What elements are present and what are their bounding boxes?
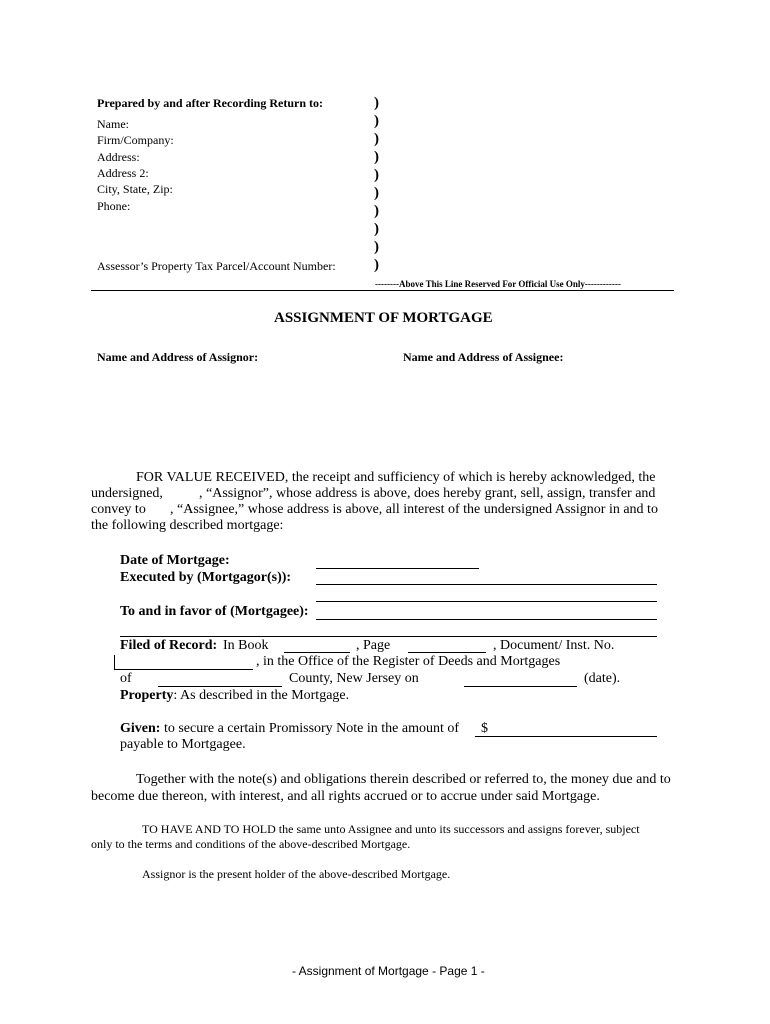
paren-6: ) <box>374 185 379 201</box>
executed-by-field[interactable] <box>316 584 657 585</box>
city-state-zip-field-label: City, State, Zip: <box>97 182 173 196</box>
para1-line2-end: , “Assignor”, whose address is above, does hereby grant, sell, assign, transfer and <box>199 486 656 501</box>
of-text: of <box>120 671 132 686</box>
property-value: : As described in the Mortgage. <box>173 688 350 703</box>
assessor-parcel-label: Assessor’s Property Tax Parcel/Account Number: <box>97 259 336 273</box>
para1-line1: FOR VALUE RECEIVED, the receipt and sufficiency of which is hereby acknowledged, the <box>136 470 656 485</box>
together-line2: become due thereon, with interest, and all rights accrued or to accrue under said Mortgage. <box>91 789 600 804</box>
para1-line3-end: , “Assignee,” whose address is above, all interest of the undersigned Assignor in and to <box>170 502 658 517</box>
county-field[interactable] <box>158 686 282 687</box>
paren-4: ) <box>374 149 379 165</box>
page-text: , Page <box>356 638 391 653</box>
paren-8: ) <box>374 221 379 237</box>
register-office-text: , in the Office of the Register of Deeds and Mortgages <box>256 654 561 669</box>
para1-line4: the following described mortgage: <box>91 518 284 533</box>
book-number-field[interactable] <box>284 652 350 653</box>
address-field-label: Address: <box>97 150 140 164</box>
phone-field-label: Phone: <box>97 199 131 213</box>
paren-10: ) <box>374 257 379 273</box>
date-of-mortgage-field[interactable] <box>316 568 479 569</box>
executed-by-label: Executed by (Mortgagor(s)): <box>120 570 292 585</box>
executed-by-field-2[interactable] <box>316 601 657 602</box>
text-cursor-bar <box>114 655 115 670</box>
given-label: Given: <box>120 721 161 736</box>
paren-1: ) <box>374 95 379 111</box>
paren-2: ) <box>374 113 379 129</box>
mortgagee-field-2[interactable] <box>120 636 657 637</box>
county-nj-text: County, New Jersey on <box>289 671 419 686</box>
mortgagee-label: To and in favor of (Mortgagee): <box>120 604 309 619</box>
payable-text: payable to Mortgagee. <box>120 737 246 752</box>
document-title: ASSIGNMENT OF MORTGAGE <box>274 310 493 326</box>
page-footer: - Assignment of Mortgage - Page 1 - <box>292 964 485 978</box>
page-number-field[interactable] <box>408 652 486 653</box>
mortgagee-field[interactable] <box>316 619 657 620</box>
property-label: Property <box>120 688 174 703</box>
firm-field-label: Firm/Company: <box>97 133 174 147</box>
habendum-line2: only to the terms and conditions of the above-described Mortgage. <box>91 837 411 851</box>
in-book-text: In Book <box>223 638 269 653</box>
header-divider <box>91 290 674 291</box>
document-number-text: , Document/ Inst. No. <box>493 638 615 653</box>
paren-5: ) <box>374 167 379 183</box>
dollar-sign: $ <box>481 721 488 736</box>
para1-line2-start: undersigned, <box>91 486 163 501</box>
prepared-by-heading: Prepared by and after Recording Return to: <box>97 96 323 110</box>
assignor-heading: Name and Address of Assignor: <box>97 350 259 364</box>
paren-9: ) <box>374 239 379 255</box>
paren-3: ) <box>374 131 379 147</box>
filed-of-record-label: Filed of Record: <box>120 638 218 653</box>
reserved-line-text: --------Above This Line Reserved For Official Use Only------------ <box>375 279 621 289</box>
date-of-mortgage-label: Date of Mortgage: <box>120 553 230 568</box>
address2-field-label: Address 2: <box>97 166 149 180</box>
paren-7: ) <box>374 203 379 219</box>
given-text: to secure a certain Promissory Note in the amount of <box>160 721 460 736</box>
recording-date-field[interactable] <box>464 686 577 687</box>
assignee-heading: Name and Address of Assignee: <box>403 350 564 364</box>
note-amount-field[interactable] <box>475 736 657 737</box>
document-number-field[interactable] <box>115 669 253 670</box>
holder-statement: Assignor is the present holder of the above-described Mortgage. <box>142 867 451 881</box>
para1-line3-start: convey to <box>91 502 146 517</box>
habendum-line1: TO HAVE AND TO HOLD the same unto Assignee and unto its successors and assigns forever, subject <box>142 822 640 836</box>
name-field-label: Name: <box>97 117 129 131</box>
together-line1: Together with the note(s) and obligations therein described or referred to, the money due and to <box>136 772 671 787</box>
date-suffix-text: (date). <box>584 671 621 686</box>
